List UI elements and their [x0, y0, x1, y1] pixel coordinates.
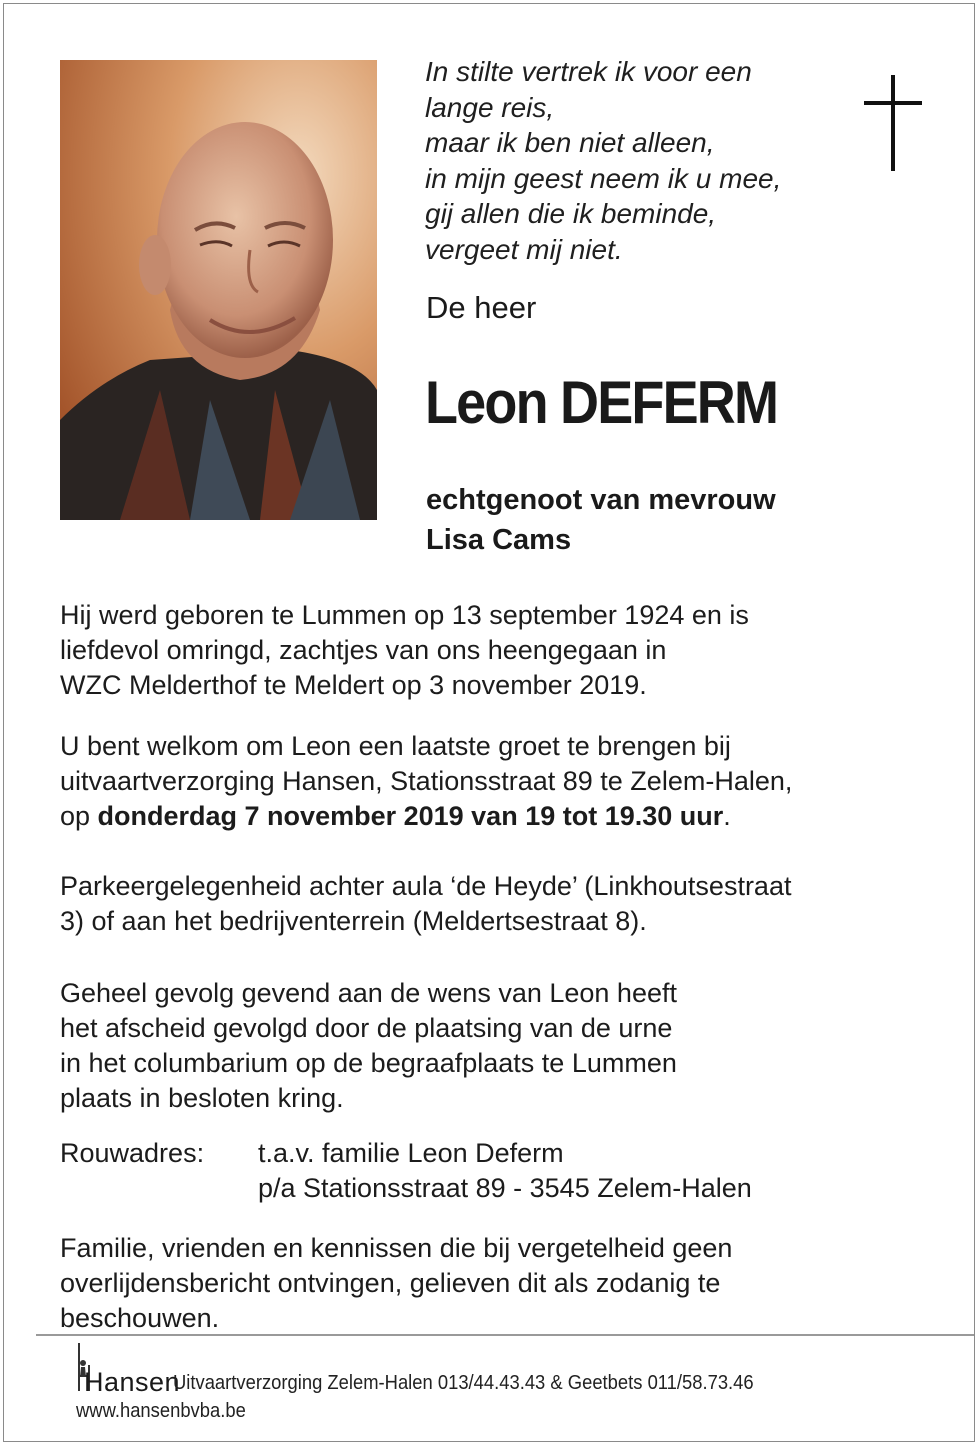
poem-line: In stilte vertrek ik voor een — [425, 56, 752, 87]
text-line: liefdevol omringd, zachtjes van ons heengegaan in — [60, 635, 667, 665]
text-line: Familie, vrienden en kennissen die bij vergetelheid geen — [60, 1233, 733, 1263]
deceased-name: Leon DEFERM — [425, 369, 778, 436]
cross-icon — [864, 75, 922, 171]
mourning-address — [60, 1136, 930, 1206]
text-line — [60, 1136, 930, 1171]
text-line: uitvaartverzorging Hansen, Stationsstraat 89 te Zelem-Halen, — [60, 766, 793, 796]
visit-paragraph — [60, 729, 930, 834]
farewell-paragraph — [60, 976, 930, 1116]
footer-website-link[interactable]: www.hansenbvba.be — [76, 1400, 246, 1422]
address-line: t.a.v. familie Leon Deferm — [258, 1138, 564, 1168]
text-line — [60, 799, 930, 834]
parking-paragraph — [60, 869, 930, 939]
text-segment: . — [723, 801, 731, 831]
text-line: 3) of aan het bedrijventerrein (Meldertsestraat 8). — [60, 906, 647, 936]
spouse-line: echtgenoot van mevrouw — [426, 484, 776, 516]
address-label: Rouwadres: — [60, 1138, 205, 1168]
text-line: plaats in besloten kring. — [60, 1083, 344, 1113]
footer-contact: Uitvaartverzorging Zelem-Halen 013/44.43.43 & Geetbets 011/58.73.46 — [173, 1372, 754, 1394]
notice-paragraph — [60, 1231, 930, 1336]
poem — [425, 54, 845, 267]
honorific: De heer — [426, 290, 537, 325]
footer-divider — [36, 1334, 974, 1336]
hansen-logo-text: Hansen — [84, 1367, 181, 1397]
spouse-name: Lisa Cams — [426, 524, 572, 556]
text-line: Parkeergelegenheid achter aula ‘de Heyde’ (Linkhoutsestraat — [60, 871, 792, 901]
text-line: beschouwen. — [60, 1303, 220, 1333]
text-line: Geheel gevolg gevend aan de wens van Leon heeft — [60, 978, 677, 1008]
text-line: het afscheid gevolgd door de plaatsing van de urne — [60, 1013, 673, 1043]
text-segment: op — [60, 801, 98, 831]
birth-paragraph — [60, 598, 930, 703]
poem-line: in mijn geest neem ik u mee, — [425, 162, 782, 194]
text-line: U bent welkom om Leon een laatste groet te brengen bij — [60, 731, 731, 761]
poem-line: vergeet mij niet. — [425, 233, 623, 265]
text-line: overlijdensbericht ontvingen, gelieven dit als zodanig te — [60, 1268, 721, 1298]
poem-line: maar ik ben niet alleen, — [425, 127, 715, 158]
address-line: p/a Stationsstraat 89 - 3545 Zelem-Halen — [258, 1173, 752, 1203]
text-line: in het columbarium op de begraafplaats te Lummen — [60, 1048, 677, 1078]
poem-line: lange reis, — [425, 91, 555, 123]
portrait-photo — [60, 60, 377, 520]
poem-line: gij allen die ik beminde, — [425, 198, 717, 229]
spouse-info — [426, 480, 776, 560]
text-line: Hij werd geboren te Lummen op 13 september 1924 en is — [60, 600, 749, 630]
text-line: WZC Melderthof te Meldert op 3 november 2019. — [60, 670, 647, 700]
visit-date-time: donderdag 7 november 2019 van 19 tot 19.30 uur — [97, 801, 724, 831]
